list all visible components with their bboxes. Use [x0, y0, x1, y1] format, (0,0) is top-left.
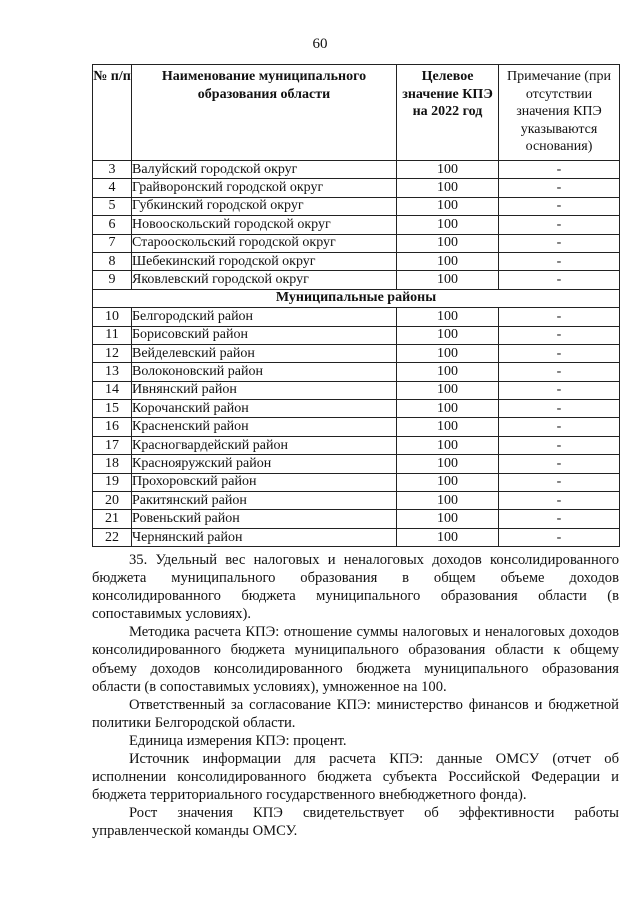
kpe-table — [92, 64, 620, 547]
row-value: 100 — [397, 400, 499, 418]
page-number: 60 — [312, 36, 328, 52]
row-name: Краснояружский район — [132, 455, 397, 473]
table-row — [93, 197, 620, 215]
row-note: - — [499, 363, 620, 381]
row-name: Яковлевский городской округ — [132, 271, 397, 289]
row-number: 11 — [93, 326, 132, 344]
row-value: 100 — [397, 381, 499, 399]
row-note: - — [499, 271, 620, 289]
table-row — [93, 161, 620, 179]
row-name: Красненский район — [132, 418, 397, 436]
rows-municipal-districts — [93, 308, 620, 547]
paragraph-growth: Рост значения КПЭ свидетельствует об эффективности работы управленческой команды ОМСУ. — [92, 805, 619, 840]
row-number: 12 — [93, 344, 132, 362]
row-number: 4 — [93, 179, 132, 197]
paragraph-unit: Единица измерения КПЭ: процент. — [129, 732, 347, 749]
row-value: 100 — [397, 436, 499, 454]
row-value: 100 — [397, 161, 499, 179]
row-name: Ивнянский район — [132, 381, 397, 399]
row-number: 15 — [93, 400, 132, 418]
row-number: 8 — [93, 252, 132, 270]
row-name: Прохоровский район — [132, 473, 397, 491]
row-name: Красногвардейский район — [132, 436, 397, 454]
table-row — [93, 179, 620, 197]
row-name: Чернянский район — [132, 528, 397, 546]
row-note: - — [499, 308, 620, 326]
row-value: 100 — [397, 271, 499, 289]
row-name: Ракитянский район — [132, 492, 397, 510]
row-note: - — [499, 216, 620, 234]
row-name: Грайворонский городской округ — [132, 179, 397, 197]
table-row — [93, 344, 620, 362]
row-name: Ровеньский район — [132, 510, 397, 528]
row-value: 100 — [397, 252, 499, 270]
row-number: 6 — [93, 216, 132, 234]
table-row — [93, 271, 620, 289]
row-name: Старооскольский городской округ — [132, 234, 397, 252]
paragraph-method: Методика расчета КПЭ: отношение суммы налоговых и неналоговых доходов консолидированного бюджета муниципального образования области к общему объему доходов консолидированного бюджета муниципального образования области (в сопоставимых условиях), умноженное на 100. — [92, 624, 619, 695]
kpe-description — [92, 551, 619, 841]
row-name: Губкинский городской округ — [132, 197, 397, 215]
row-value: 100 — [397, 234, 499, 252]
row-number: 7 — [93, 234, 132, 252]
table-row — [93, 381, 620, 399]
row-value: 100 — [397, 363, 499, 381]
table-row — [93, 363, 620, 381]
table-header — [93, 65, 620, 161]
row-name: Корочанский район — [132, 400, 397, 418]
table-row — [93, 528, 620, 546]
row-value: 100 — [397, 492, 499, 510]
row-number: 9 — [93, 271, 132, 289]
row-value: 100 — [397, 216, 499, 234]
table-row — [93, 216, 620, 234]
paragraph-title: 35. Удельный вес налоговых и неналоговых доходов консолидированного бюджета муниципального образования в общем объеме доходов консолидированного бюджета муниципального образования области (в сопоставимых условиях). — [92, 552, 619, 623]
row-number: 5 — [93, 197, 132, 215]
rows-urban-districts — [93, 161, 620, 290]
row-number: 21 — [93, 510, 132, 528]
row-value: 100 — [397, 179, 499, 197]
table-row — [93, 455, 620, 473]
row-name: Шебекинский городской округ — [132, 252, 397, 270]
row-name: Борисовский район — [132, 326, 397, 344]
row-number: 3 — [93, 161, 132, 179]
row-note: - — [499, 455, 620, 473]
row-value: 100 — [397, 326, 499, 344]
row-note: - — [499, 400, 620, 418]
table-row — [93, 436, 620, 454]
row-note: - — [499, 381, 620, 399]
table-row — [93, 234, 620, 252]
section-row — [93, 289, 620, 307]
row-note: - — [499, 510, 620, 528]
table-row — [93, 418, 620, 436]
paragraph-responsible: Ответственный за согласование КПЭ: министерство финансов и бюджетной политики Белгородской области. — [92, 696, 619, 731]
row-value: 100 — [397, 510, 499, 528]
row-note: - — [499, 492, 620, 510]
table-row — [93, 326, 620, 344]
paragraph-source: Источник информации для расчета КПЭ: данные ОМСУ (отчет об исполнении консолидированного бюджета субъекта Российской Федерации и бюджета территориального государственного внебюджетного фонда). — [92, 751, 619, 804]
row-value: 100 — [397, 344, 499, 362]
table-row — [93, 510, 620, 528]
row-value: 100 — [397, 197, 499, 215]
header-name: Наименование муниципального образования области — [132, 65, 397, 161]
row-number: 22 — [93, 528, 132, 546]
header-note: Примечание (при отсутствии значения КПЭ указываются основания) — [499, 65, 620, 161]
row-note: - — [499, 234, 620, 252]
row-note: - — [499, 197, 620, 215]
table-row — [93, 308, 620, 326]
header-num: № п/п — [93, 65, 132, 161]
header-target: Целевое значение КПЭ на 2022 год — [397, 65, 499, 161]
row-note: - — [499, 528, 620, 546]
row-number: 13 — [93, 363, 132, 381]
row-note: - — [499, 161, 620, 179]
table-row — [93, 492, 620, 510]
row-value: 100 — [397, 418, 499, 436]
row-name: Вейделевский район — [132, 344, 397, 362]
row-number: 17 — [93, 436, 132, 454]
table-row — [93, 473, 620, 491]
row-note: - — [499, 344, 620, 362]
row-note: - — [499, 418, 620, 436]
row-note: - — [499, 252, 620, 270]
row-number: 10 — [93, 308, 132, 326]
row-number: 18 — [93, 455, 132, 473]
table-row — [93, 252, 620, 270]
row-value: 100 — [397, 308, 499, 326]
row-value: 100 — [397, 528, 499, 546]
row-number: 20 — [93, 492, 132, 510]
row-number: 16 — [93, 418, 132, 436]
table-row — [93, 400, 620, 418]
row-note: - — [499, 473, 620, 491]
row-name: Новооскольский городской округ — [132, 216, 397, 234]
row-name: Валуйский городской округ — [132, 161, 397, 179]
row-name: Белгородский район — [132, 308, 397, 326]
section-row-group — [93, 289, 620, 307]
row-note: - — [499, 326, 620, 344]
section-title: Муниципальные районы — [93, 289, 620, 307]
row-name: Волоконовский район — [132, 363, 397, 381]
row-note: - — [499, 436, 620, 454]
row-note: - — [499, 179, 620, 197]
row-value: 100 — [397, 455, 499, 473]
row-number: 14 — [93, 381, 132, 399]
row-value: 100 — [397, 473, 499, 491]
row-number: 19 — [93, 473, 132, 491]
